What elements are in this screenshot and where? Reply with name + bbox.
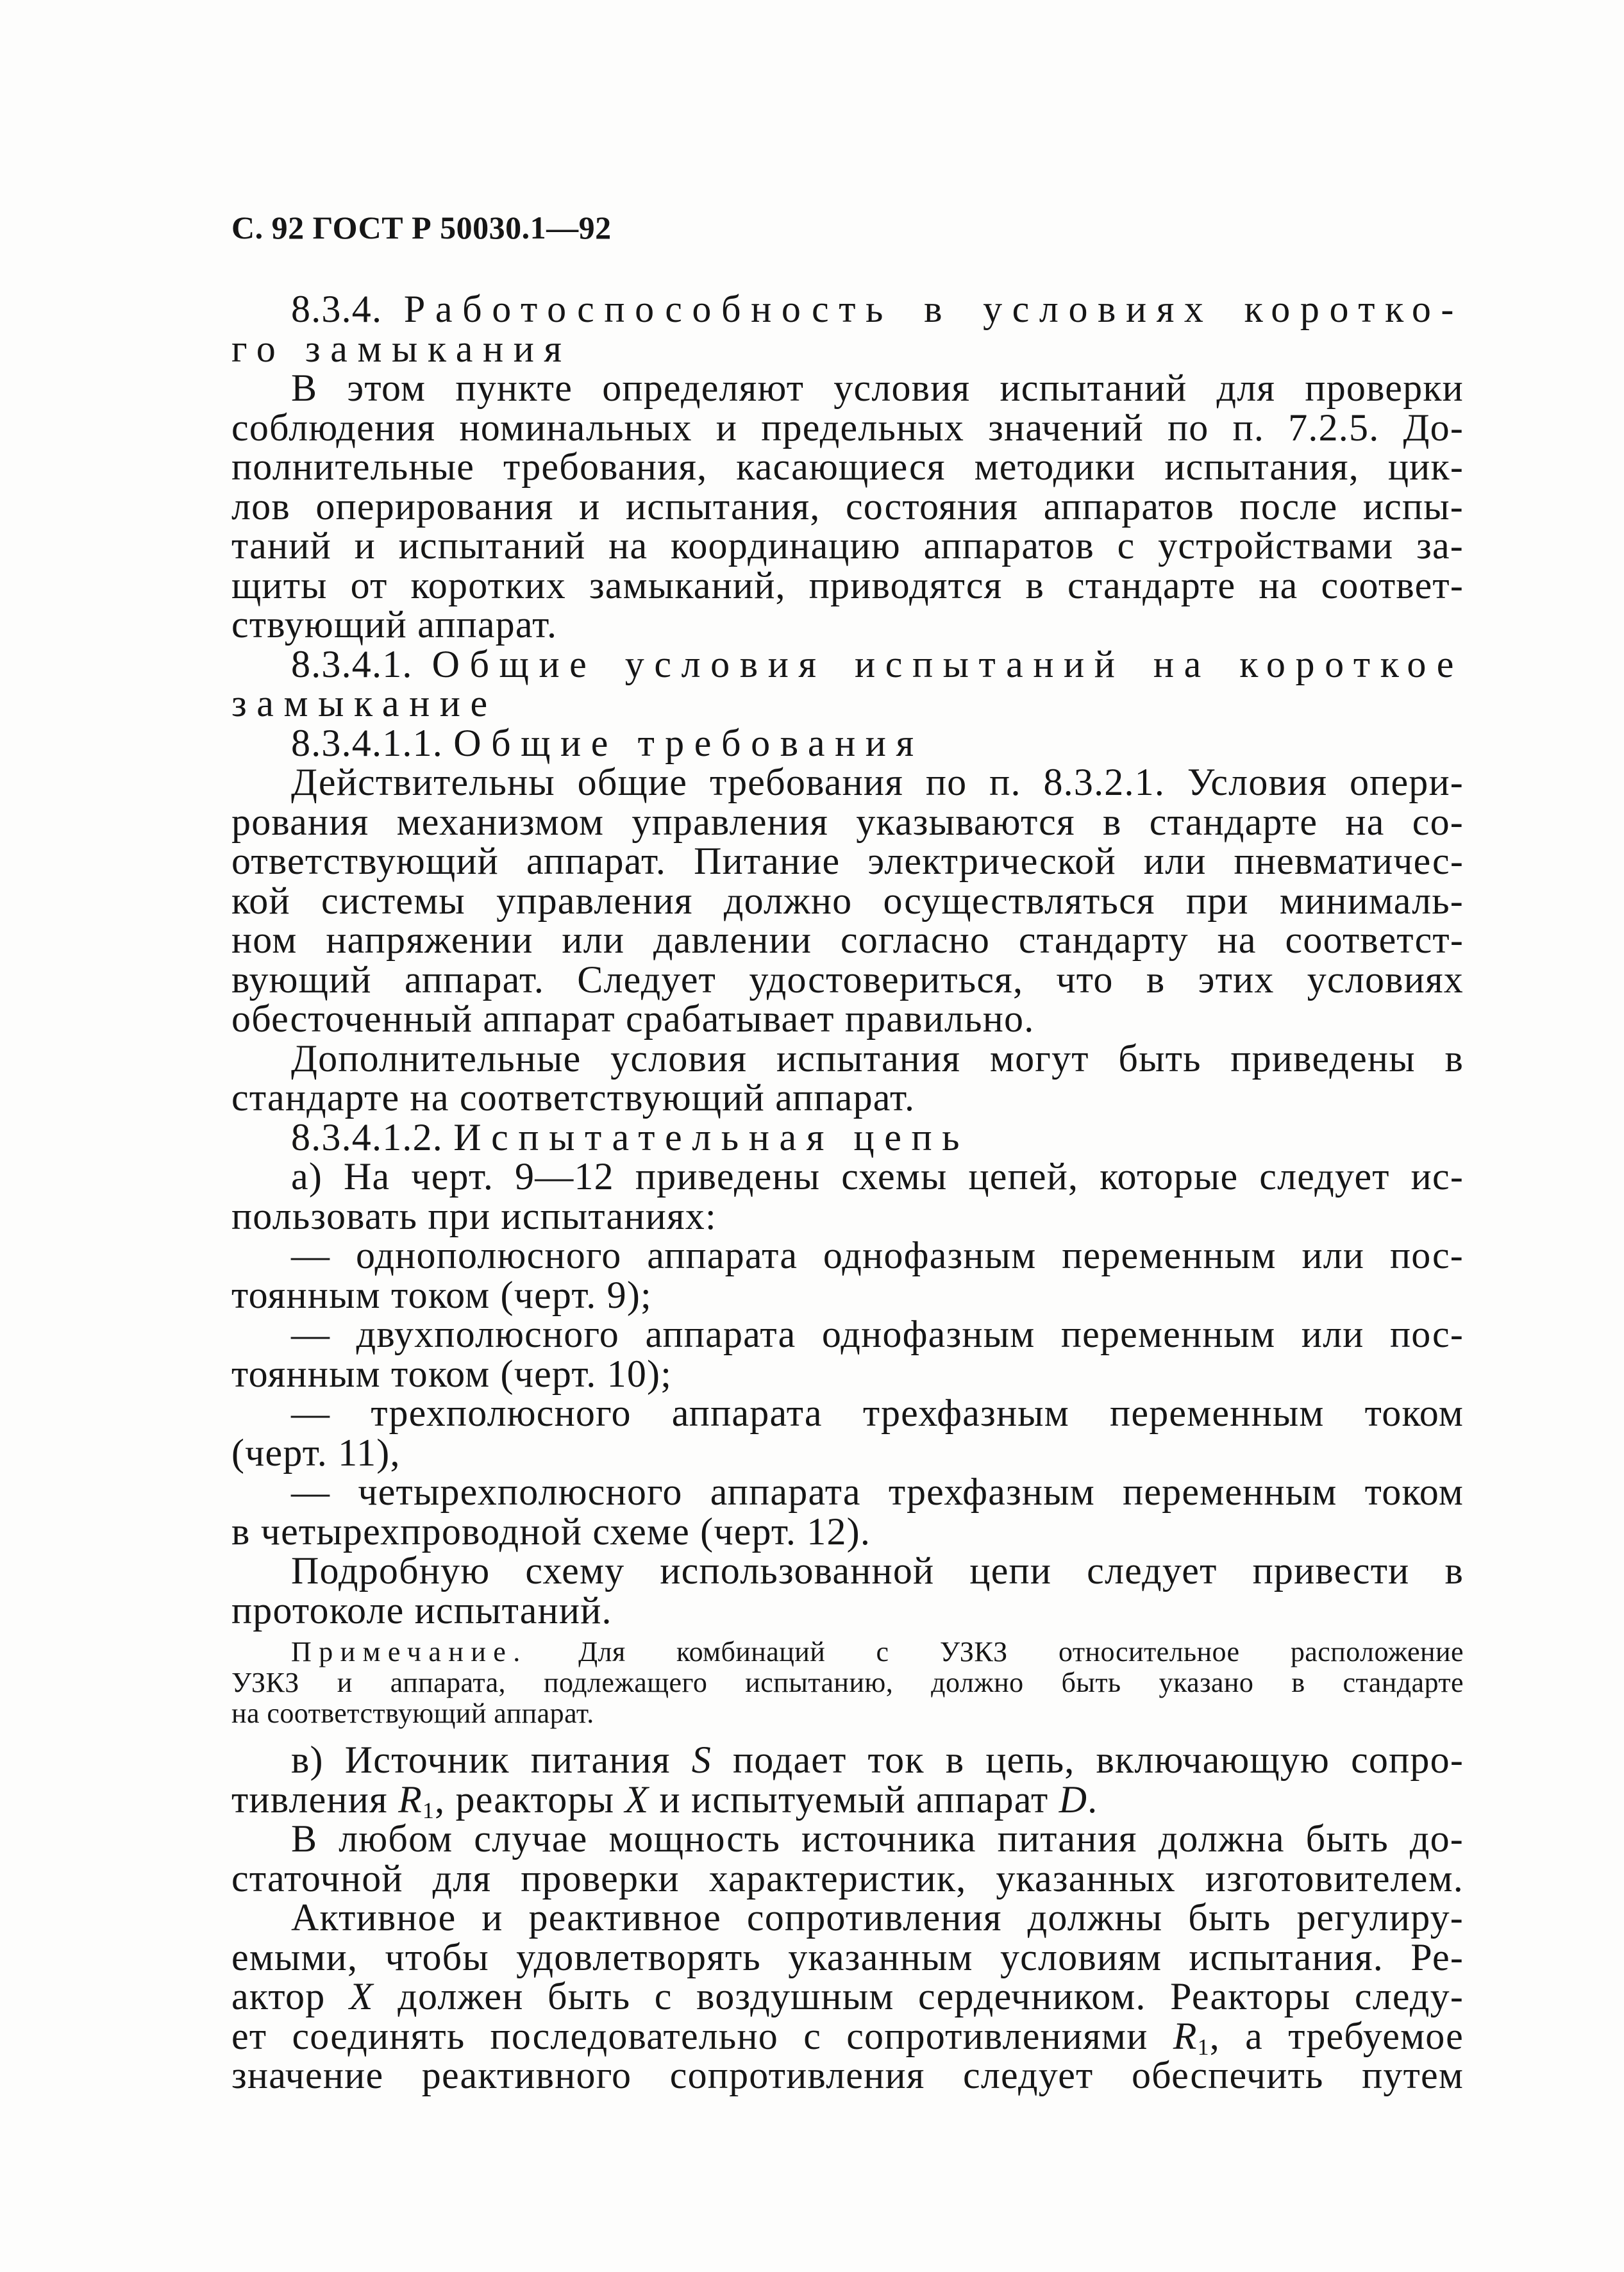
symbol-x: X <box>349 1975 374 2017</box>
text-fragment: и испытуемый аппарат <box>659 1778 1049 1821</box>
text-line: полнительные требования, касающиеся методики испытания, цик- <box>231 446 1464 488</box>
text-fragment: , реакторы <box>435 1778 615 1821</box>
list-item: — двухполюсного аппарата однофазным переменным или пос- <box>291 1313 1464 1355</box>
text-line: емыми, чтобы удовлетворять указанным условиям испытания. Ре- <box>231 1935 1464 1978</box>
text-fragment: , а требуемое <box>1209 2014 1464 2057</box>
text-line <box>231 2014 1464 2060</box>
note-label: Примечание. <box>291 1636 528 1667</box>
text-line: таний и испытаний на координацию аппаратов с устройствами за- <box>231 524 1464 567</box>
text-fragment: ет соединять последовательно с сопротивлениями <box>231 2014 1148 2057</box>
text-line: обесточенный аппарат срабатывает правильно. <box>231 998 1035 1040</box>
clause-title: Общие требования <box>453 721 924 764</box>
text-line: а) На черт. 9—12 приведены схемы цепей, которые следует ис- <box>291 1155 1464 1198</box>
text-fragment: актор <box>231 1975 326 2017</box>
list-item-continuation: тоянным током (черт. 10); <box>231 1352 673 1395</box>
symbol-d: D <box>1059 1778 1088 1821</box>
note-line: на соответствующий аппарат. <box>231 1698 594 1729</box>
symbol-r: R <box>398 1778 423 1821</box>
clause-heading-8-3-4-1 <box>231 642 1464 685</box>
text-line: рования механизмом управления указываются в стандарте на со- <box>231 800 1464 843</box>
clause-title: Работоспособность в условиях коротко- <box>403 288 1464 330</box>
text-line: значение реактивного сопротивления следует обеспечить путем <box>231 2054 1464 2096</box>
text-fragment: . <box>1087 1778 1098 1821</box>
text-line: статочной для проверки характеристик, указанных изготовителем. <box>231 1857 1464 1900</box>
symbol-r-subscript: 1 <box>1197 2034 1210 2060</box>
text-line: В любом случае мощность источника питания должна быть до- <box>291 1817 1464 1860</box>
clause-heading-8-3-4-1-2 <box>231 1115 1464 1158</box>
clause-title: Испытательная цепь <box>453 1115 970 1158</box>
text-line: пользовать при испытаниях: <box>231 1194 717 1237</box>
text-line: щиты от коротких замыканий, приводятся в стандарте на соответ- <box>231 564 1464 606</box>
clause-heading-continuation <box>231 327 1464 370</box>
clause-heading-8-3-4 <box>231 290 1464 330</box>
list-item: — четырехполюсного аппарата трехфазным переменным током <box>291 1471 1464 1513</box>
text-line <box>231 1977 1464 2017</box>
text-line: лов оперирования и испытания, состояния аппаратов после испы- <box>231 485 1464 528</box>
text-line: стандарте на соответствующий аппарат. <box>231 1076 916 1119</box>
clause-number: 8.3.4.1.2. <box>291 1115 443 1158</box>
note-line <box>231 1637 1464 1667</box>
running-head: С. 92 ГОСТ Р 50030.1—92 <box>231 210 612 246</box>
text-line: ствующий аппарат. <box>231 603 558 646</box>
clause-number: 8.3.4.1. <box>291 642 413 685</box>
list-item-continuation: в четырехпроводной схеме (черт. 12). <box>231 1510 871 1553</box>
text-line: Активное и реактивное сопротивления должны быть регулиру- <box>291 1896 1464 1939</box>
page-body <box>231 290 1464 2096</box>
text-line: Подробную схему использованной цепи следует привести в <box>291 1549 1464 1592</box>
clause-heading-continuation <box>231 684 1464 724</box>
text-line: Действительны общие требования по п. 8.3.2.1. Условия опери- <box>291 761 1464 803</box>
list-item-continuation: (черт. 11), <box>231 1431 401 1474</box>
text-fragment: в) Источник питания <box>291 1739 671 1781</box>
text-line: протоколе испытаний. <box>231 1589 612 1632</box>
note-block <box>231 1637 1464 1729</box>
list-item: — трехполюсного аппарата трехфазным переменным током <box>291 1392 1464 1434</box>
text-line: В этом пункте определяют условия испытаний для проверки <box>291 367 1464 409</box>
text-line: кой системы управления должно осуществляться при минималь- <box>231 879 1464 922</box>
clause-number: 8.3.4.1.1. <box>291 721 443 764</box>
list-item-continuation: тоянным током (черт. 9); <box>231 1273 652 1316</box>
text-line: ном напряжении или давлении согласно стандарту на соответст- <box>231 919 1464 961</box>
text-line: ответствующий аппарат. Питание электрической или пневматичес- <box>231 840 1464 882</box>
text-line <box>231 1741 1464 1780</box>
symbol-r-subscript: 1 <box>422 1797 435 1823</box>
symbol-x: X <box>624 1778 649 1821</box>
text-fragment: должен быть с воздушным сердечником. Реакторы следу- <box>398 1975 1464 2017</box>
text-line <box>231 1778 1464 1823</box>
text-fragment: подает ток в цепь, включающую сопро- <box>732 1739 1464 1781</box>
symbol-r: R <box>1173 2014 1198 2057</box>
text-line: соблюдения номинальных и предельных значений по п. 7.2.5. До- <box>231 406 1464 449</box>
text-line: вующий аппарат. Следует удостовериться, что в этих условиях <box>231 958 1464 1001</box>
text-fragment: тивления <box>231 1778 388 1821</box>
clause-title: го замыкания <box>231 327 572 370</box>
clause-heading-8-3-4-1-1 <box>231 721 1464 764</box>
clause-title: Общие условия испытаний на короткое <box>431 642 1464 685</box>
text-line: Дополнительные условия испытания могут быть приведены в <box>291 1037 1464 1080</box>
note-text: Для комбинаций с УЗКЗ относительное расположение <box>578 1636 1464 1667</box>
clause-title: замыкание <box>231 682 498 724</box>
note-line: УЗКЗ и аппарата, подлежащего испытанию, должно быть указано в стандарте <box>231 1667 1464 1698</box>
clause-number: 8.3.4. <box>291 288 383 330</box>
symbol-s: S <box>691 1739 712 1781</box>
list-item: — однополюсного аппарата однофазным переменным или пос- <box>291 1234 1464 1276</box>
